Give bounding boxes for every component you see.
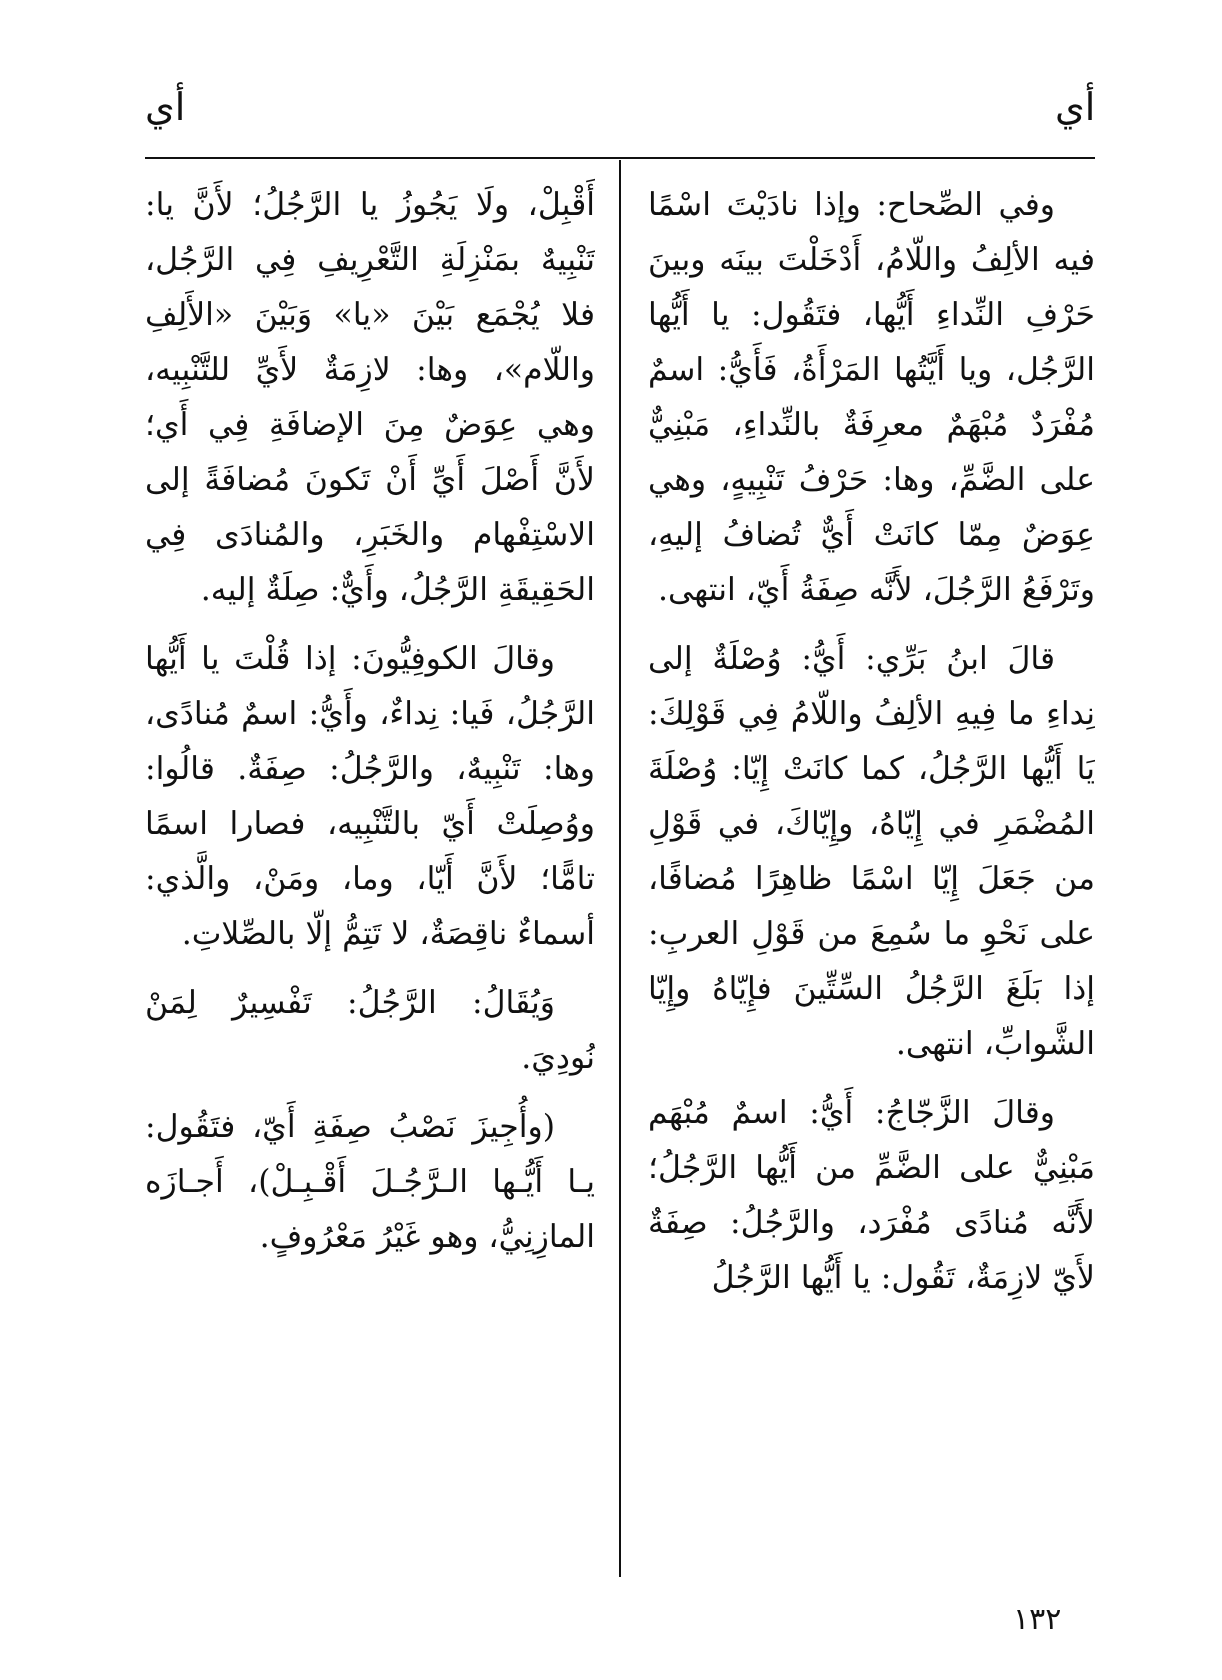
- paragraph: وقالَ الكوفِيُّونَ: إذا قُلْتَ يا أَيُّها الرَّجُلُ، فَيا: نِداءٌ، وأَيُّ: اسمٌ مُنادًى، وها: تَنْبِيهٌ، والرَّجُلُ: صِفَةٌ. قالُوا: ووُصِلَتْ أَيّ بالتَّنْبِيه، فصارا اسمًا تامًّا؛ لأَنَّ أَيّا، وما، ومَنْ، والَّذي: أسماءٌ ناقِصَةٌ، لا تَتِمُّ إلّا بالصِّلاتِ.: [145, 641, 595, 952]
- header-rule: [145, 157, 1095, 159]
- text-column-left: [145, 178, 595, 1588]
- paragraph: وقالَ الزَّجّاجُ: أَيُّ: اسمٌ مُبْهَم مَبْنِيٌّ على الضَّمِّ من أَيُّها الرَّجُلُ؛ لأَنَّه مُنادًى مُفْرَد، والرَّجُلُ: صِفَةٌ لأَيّ لازِمَةٌ، تَقُول: يا أَيُّها الرَّجُلُ: [648, 1095, 1095, 1296]
- page-number: ١٣٢: [1013, 1602, 1062, 1637]
- running-header-right: أي: [1055, 85, 1096, 129]
- paragraph: (وأُجِيزَ نَصْبُ صِفَةِ أَيّ، فتَقُول: يـا أَيُّـها الـرَّجُـلَ أَقْـبِـلْ)، أَجـازَه المازِنِيُّ، وهو غَيْرُ مَعْرُوفٍ.: [145, 1109, 595, 1255]
- paragraph: أَقْبِلْ، ولَا يَجُوزُ يا الرَّجُلُ؛ لأَنَّ يا: تَنْبِيهٌ بمَنْزِلَةِ التَّعْرِيفِ فِي الرَّجُل، فلا يُجْمَع بَيْنَ «يا» وَبَيْنَ «الأَلِفِ واللّام»، وها: لازِمَةٌ لأَيِّ للتَّنْبِيه، وهي عِوَضٌ مِنَ الإضافَةِ فِي أَي؛ لأَنَّ أَصْلَ أَيِّ أَنْ تَكونَ مُضافَةً إلى الاسْتِفْهام والخَبَرِ، والمُنادَى فِي الحَقِيقَةِ الرَّجُلُ، وأَيٌّ: صِلَةٌ إليه.: [145, 187, 595, 608]
- column-divider: [619, 160, 621, 1577]
- running-header-left: أي: [145, 85, 186, 129]
- text-column-right: [648, 178, 1095, 1588]
- paragraph: وفي الصِّحاح: وإذا نادَيْتَ اسْمًا فيه الألِفُ واللّامُ، أَدْخَلْتَ بينَه وبينَ حَرْفِ النِّداءِ أَيُّها، فتَقُول: يا أَيُّها الرَّجُل، ويا أَيَّتُها المَرْأَةُ، فَأَيُّ: اسمٌ مُفْرَدٌ مُبْهَمٌ معرِفَةٌ بالنِّداءِ، مَبْنِيٌّ على الضَّمِّ، وها: حَرْفُ تَنْبِيهٍ، وهي عِوَضٌ مِمّا كانَتْ أَيٌّ تُضافُ إليهِ، وتَرْفَعُ الرَّجُلَ، لأَنَّه صِفَةُ أَيّ، انتهى.: [648, 187, 1095, 608]
- paragraph: وَيُقَالُ: الرَّجُلُ: تَفْسِيرٌ لِمَنْ نُودِيَ.: [145, 985, 595, 1076]
- paragraph: قالَ ابنُ بَرِّي: أَيُّ: وُصْلَةٌ إلى نِداءِ ما فِيهِ الألِفُ واللّامُ فِي قَوْلِكَ: يَا أَيُّها الرَّجُلُ، كما كانَتْ إِيّا: وُصْلَةَ المُضْمَرِ في إِيّاهُ، وإِيّاكَ، في قَوْلِ من جَعَلَ إِيّا اسْمًا ظاهِرًا مُضافًا، على نَحْوِ ما سُمِعَ من قَوْلِ العربِ: إذا بَلَغَ الرَّجُلُ السِّتِّينَ فإِيّاهُ وإِيّا الشَّوابِّ، انتهى.: [648, 641, 1095, 1062]
